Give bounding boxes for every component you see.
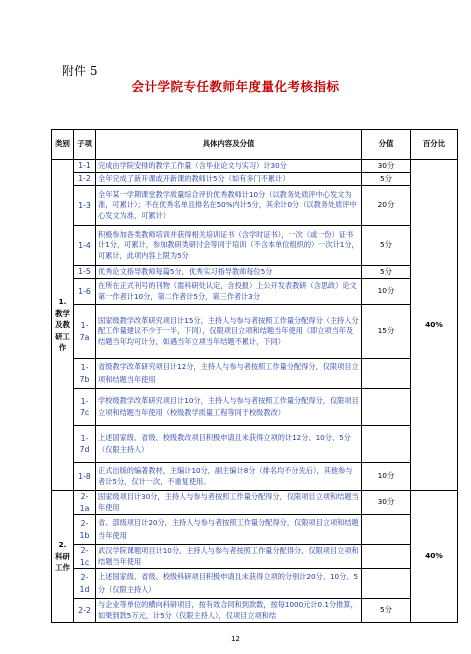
row-content: 全年某一学期课堂教学质量综合评价优秀教师计10分（以教务处质评中心发文为准，可累计）；不在优秀名单且排名在50%内计5分，其余计0分（以教务处质评中心发文为准，可累计）	[96, 186, 362, 226]
table-row	[52, 279, 458, 305]
row-code: 1-5	[74, 266, 96, 279]
header-subitem: 子项	[74, 130, 96, 160]
row-score: 5分	[362, 266, 411, 279]
row-code: 2-1a	[74, 491, 96, 515]
row-content: 全年完成了新开课或开新课的教师计5分（如有多门不累计）	[96, 173, 362, 186]
header-percent: 百分比	[411, 130, 458, 160]
row-content: 国家级教学改革研究项目计15分，主持人与参与者按照工作量分配得分（主持人分配工作量建议不少于一半，下同），仅限项目立项和结题当年使用（即立项当年及结题当年均可计分，如遇当年立项当年结题不累计，下同）	[96, 305, 362, 359]
row-score	[362, 359, 411, 389]
row-score	[362, 545, 411, 569]
row-score: 10分	[362, 279, 411, 305]
row-score: 5分	[362, 599, 411, 623]
header-category: 类别	[52, 130, 74, 160]
row-code: 1-4	[74, 226, 96, 266]
row-content: 优秀论文指导教师每篇5分，优秀实习指导教师每位5分	[96, 266, 362, 279]
row-content: 正式出版的编著教材，主编计10分，副主编计8分（排名均不分先后），其他参与者计5分，仅计一次，不重复使用。	[96, 463, 362, 491]
table-row	[52, 305, 458, 359]
row-content: 省、部级项目计20分，主持人与参与者按照工作量分配得分，仅限项目立项和结题当年使用	[96, 515, 362, 545]
row-code: 1-2	[74, 173, 96, 186]
row-code: 1-7c	[74, 389, 96, 426]
row-score: 20分	[362, 186, 411, 226]
row-code: 2-1d	[74, 569, 96, 599]
row-score	[362, 515, 411, 545]
attachment-label: 附件 5	[62, 64, 98, 78]
row-content: 与企业等单位的横向科研项目，按有效合同和到款数，按每1000元计0.1分推算，如果到款5万元，计5分（仅限主持人），仅项目立项和结	[96, 599, 362, 623]
row-code: 2-1b	[74, 515, 96, 545]
table-row	[52, 463, 458, 491]
table-row	[52, 266, 458, 279]
table-row	[52, 226, 458, 266]
row-score	[362, 389, 411, 426]
row-code: 1-8	[74, 463, 96, 491]
row-score: 10分	[362, 463, 411, 491]
row-code: 1-1	[74, 160, 96, 173]
row-score: 5分	[362, 226, 411, 266]
row-score: 15分	[362, 305, 411, 359]
row-content: 学校级教学改革研究项目计10分，主持人与参与者按照工作量分配得分，仅限项目立项和结题当年使用（校级教学质量工程等同于校级教改）	[96, 389, 362, 426]
table-row	[52, 491, 458, 515]
row-code: 1-7b	[74, 359, 96, 389]
row-score	[362, 426, 411, 463]
row-content: 积极参加各类教师培训并获得相关培训证书（含学时证书），一次（或一份）证书计1分，可累计，参加教研类研讨会等同于培训（不含本单位组织的）一次计1分，可累计，此项内容上限为5分	[96, 226, 362, 266]
category-teaching: 1. 教学及教研工作	[52, 160, 74, 491]
percent-research: 40%	[411, 491, 458, 623]
row-content: 在所在正式刊号的刊物（需科研处认定，含投报）上公开发表教研（含思政）论文第一作者计10分，第二作者计5分，第三作者计3分	[96, 279, 362, 305]
row-score: 5分	[362, 173, 411, 186]
row-code: 2-1c	[74, 545, 96, 569]
document-title: 会计学院专任教师年度量化考核指标	[131, 79, 340, 94]
table-row	[52, 186, 458, 226]
row-code: 1-3	[74, 186, 96, 226]
table-row	[52, 569, 458, 599]
row-score: 30分	[362, 160, 411, 173]
table-row	[52, 173, 458, 186]
table-header-row	[52, 130, 458, 160]
row-content: 国家级项目计30分，主持人与参与者按照工作量分配得分，仅限项目立项和结题当年使用	[96, 491, 362, 515]
category-research: 2. 科研工作	[52, 491, 74, 623]
row-content: 省级教学改革研究项目计12分，主持人与参与者按照工作量分配得分，仅限项目立项和结题当年使用	[96, 359, 362, 389]
row-content: 完成由学院安排的教学工作量（含毕业论文与实习）计30分	[96, 160, 362, 173]
table-row	[52, 545, 458, 569]
row-score	[362, 569, 411, 599]
table-row	[52, 426, 458, 463]
table-row	[52, 515, 458, 545]
page-number: 12	[231, 635, 240, 643]
row-content: 上述国家级、省级、校级教改项目积极申请且未获得立项的计12分、10分、5分（仅限主持人）	[96, 426, 362, 463]
row-score: 30分	[362, 491, 411, 515]
table-row	[52, 359, 458, 389]
table-row	[52, 160, 458, 173]
assessment-table	[51, 129, 458, 623]
row-code: 2-2	[74, 599, 96, 623]
row-code: 1-7a	[74, 305, 96, 359]
table-row	[52, 389, 458, 426]
table-row	[52, 599, 458, 623]
header-score: 分值	[362, 130, 411, 160]
row-content: 武汉学院课题项目计10分，主持人与参与者按照工作量分配得分，仅限项目立项和结题当年使用	[96, 545, 362, 569]
header-content: 具体内容及分值	[96, 130, 362, 160]
row-content: 上述国家级、省级、校级科研项目积极申请且未获得立项的分别计20分、10分、5分（仅限主持人）	[96, 569, 362, 599]
row-code: 1-7d	[74, 426, 96, 463]
row-code: 1-6	[74, 279, 96, 305]
percent-teaching: 40%	[411, 160, 458, 491]
